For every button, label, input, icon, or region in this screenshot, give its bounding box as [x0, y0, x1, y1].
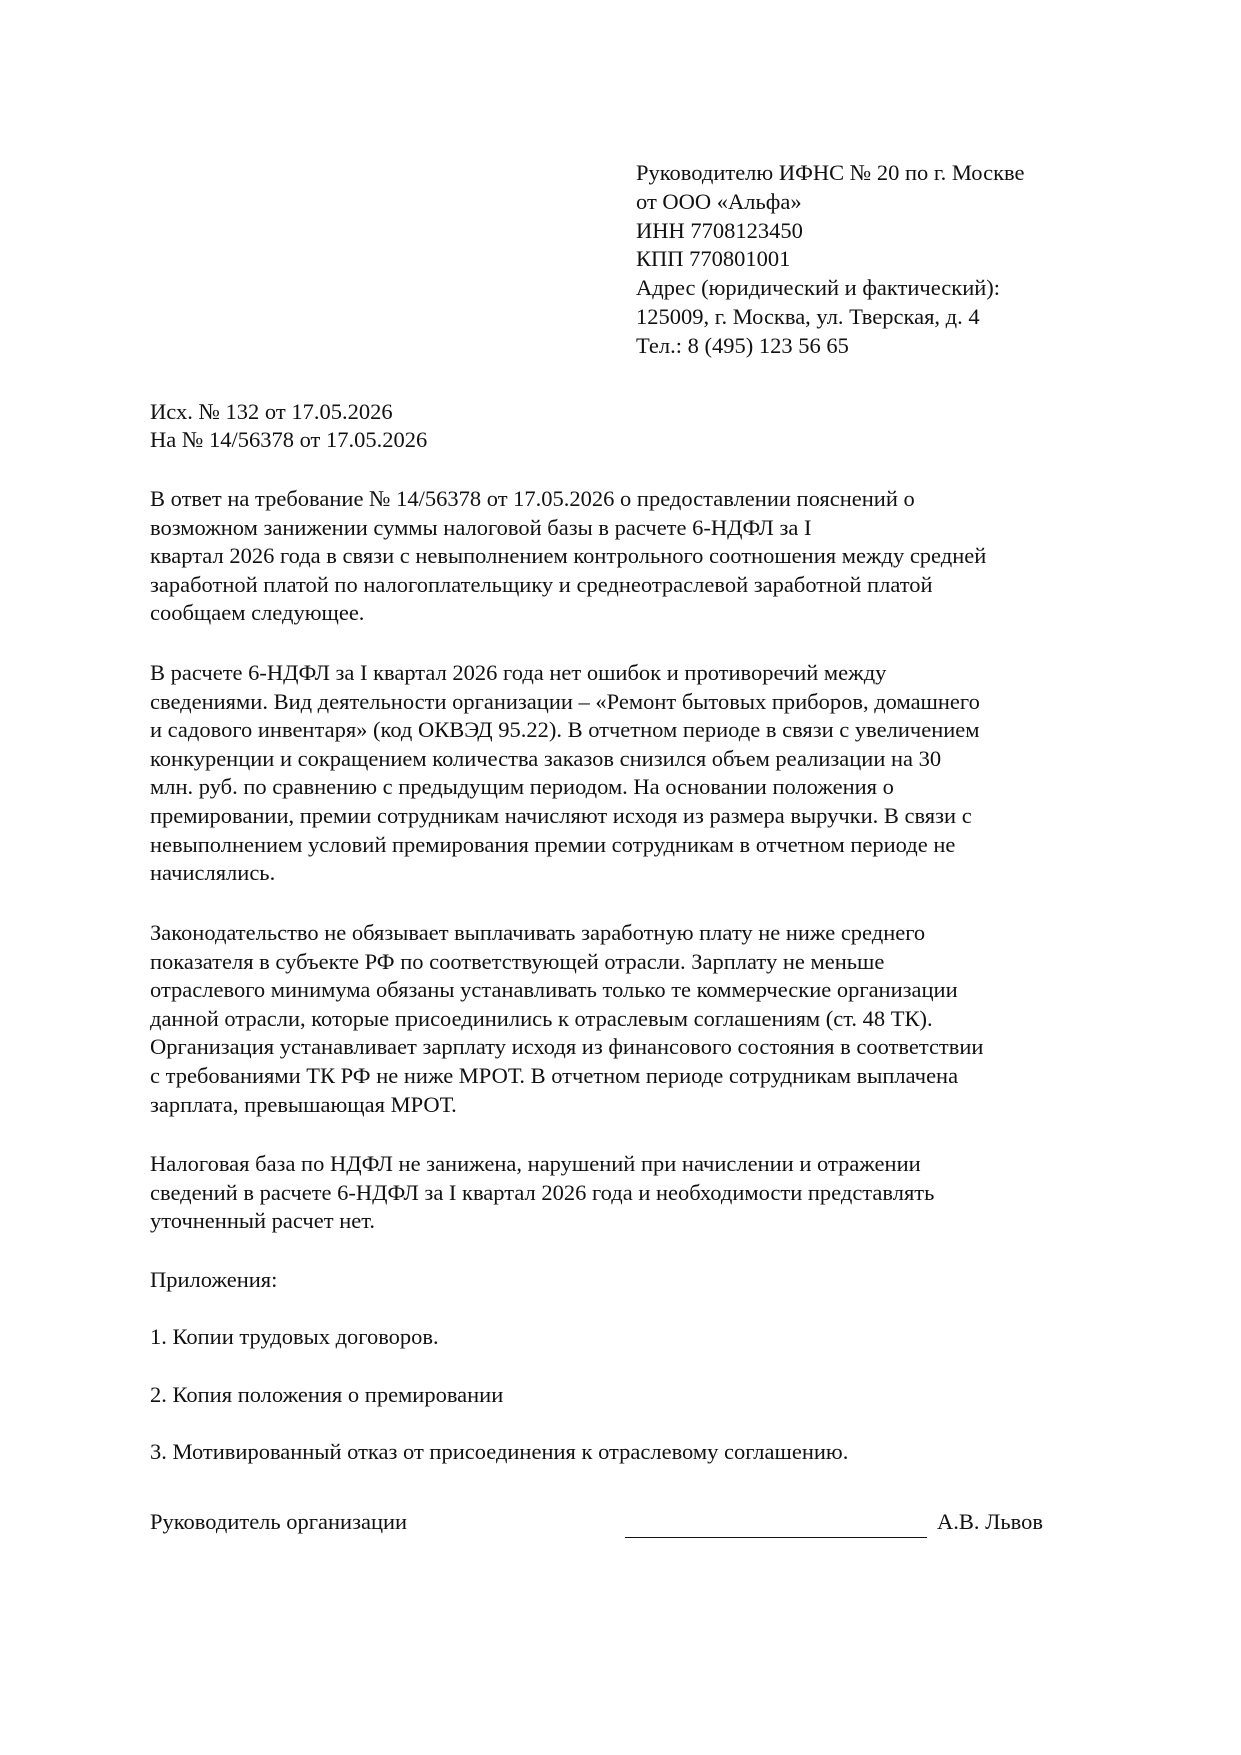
text-line: начислялись.	[150, 860, 276, 886]
addressee-line: 125009, г. Москва, ул. Тверская, д. 4	[636, 303, 980, 329]
text-line: возможном занижении суммы налоговой базы в расчете 6-НДФЛ за I	[150, 514, 812, 540]
text-line: конкуренции и сокращением количества заказов снизился объем реализации на 30	[150, 745, 942, 771]
text-line: Законодательство не обязывает выплачивать заработную плату не ниже среднего	[150, 920, 926, 945]
text-line: сведений в расчете 6-НДФЛ за I квартал 2026 года и необходимости представлять	[150, 1179, 935, 1205]
text-line: невыполнением условий премирования премии сотрудникам в отчетном периоде не	[150, 831, 956, 857]
addressee-line: Руководителю ИФНС № 20 по г. Москве	[636, 160, 1025, 185]
text-line: В расчете 6-НДФЛ за I квартал 2026 года нет ошибок и противоречий между	[150, 660, 887, 685]
paragraph-legislation	[150, 919, 983, 1119]
text-line: сообщаем следующее.	[150, 600, 365, 626]
text-line: зарплата, превышающая МРОТ.	[150, 1091, 457, 1117]
paragraph-conclusion	[150, 1150, 934, 1236]
addressee-line: Тел.: 8 (495) 123 56 65	[636, 332, 849, 358]
signature-line	[625, 1537, 927, 1538]
text-line: сведениями. Вид деятельности организации – «Ремонт бытовых приборов, домашнего	[150, 688, 980, 714]
addressee-block	[636, 159, 1024, 361]
addressee-line: КПП 770801001	[636, 246, 791, 272]
reference-block	[150, 398, 427, 455]
text-line: премировании, премии сотрудникам начисляют исходя из размера выручки. В связи с	[150, 802, 972, 828]
addressee-line: ИНН 7708123450	[636, 217, 803, 243]
text-line: квартал 2026 года в связи с невыполнением контрольного соотношения между средней	[150, 543, 987, 569]
addressee-line: от ООО «Альфа»	[636, 188, 802, 214]
text-line: с требованиями ТК РФ не ниже МРОТ. В отчетном периоде сотрудникам выплачена	[150, 1062, 959, 1088]
text-line: млн. руб. по сравнению с предыдущим периодом. На основании положения о	[150, 774, 894, 800]
appendix-item: 3. Мотивированный отказ от присоединения к отраслевому соглашению.	[150, 1439, 849, 1464]
paragraph-explanation	[150, 659, 980, 888]
text-line: Налоговая база по НДФЛ не занижена, нарушений при начислении и отражении	[150, 1151, 921, 1176]
text-line: данной отрасли, которые присоединились к отраслевым соглашениям (ст. 48 ТК).	[150, 1005, 933, 1031]
appendix-item: 2. Копия положения о премировании	[150, 1382, 504, 1407]
text-line: уточненный расчет нет.	[150, 1208, 375, 1234]
text-line: и садового инвентаря» (код ОКВЭД 95.22). В отчетном периоде в связи с увеличением	[150, 717, 980, 743]
text-line: В ответ на требование № 14/56378 от 17.05.2026 о предоставлении пояснений о	[150, 486, 915, 511]
outgoing-reference: Исх. № 132 от 17.05.2026	[150, 399, 393, 424]
paragraph-intro	[150, 485, 986, 628]
text-line: Организация устанавливает зарплату исходя из финансового состояния в соответствии	[150, 1034, 984, 1060]
reply-reference: На № 14/56378 от 17.05.2026	[150, 427, 428, 453]
appendix-item: 1. Копии трудовых договоров.	[150, 1324, 439, 1349]
appendices-title: Приложения:	[150, 1267, 278, 1292]
text-line: показателя в субъекте РФ по соответствующей отрасли. Зарплату не меньше	[150, 948, 885, 974]
signatory-name: А.В. Львов	[937, 1509, 1043, 1534]
text-line: заработной платой по налогоплательщику и среднеотраслевой заработной платой	[150, 571, 933, 597]
addressee-line: Адрес (юридический и фактический):	[636, 275, 1001, 301]
signatory-role: Руководитель организации	[150, 1509, 408, 1534]
text-line: отраслевого минимума обязаны устанавливать только те коммерческие организации	[150, 977, 958, 1003]
